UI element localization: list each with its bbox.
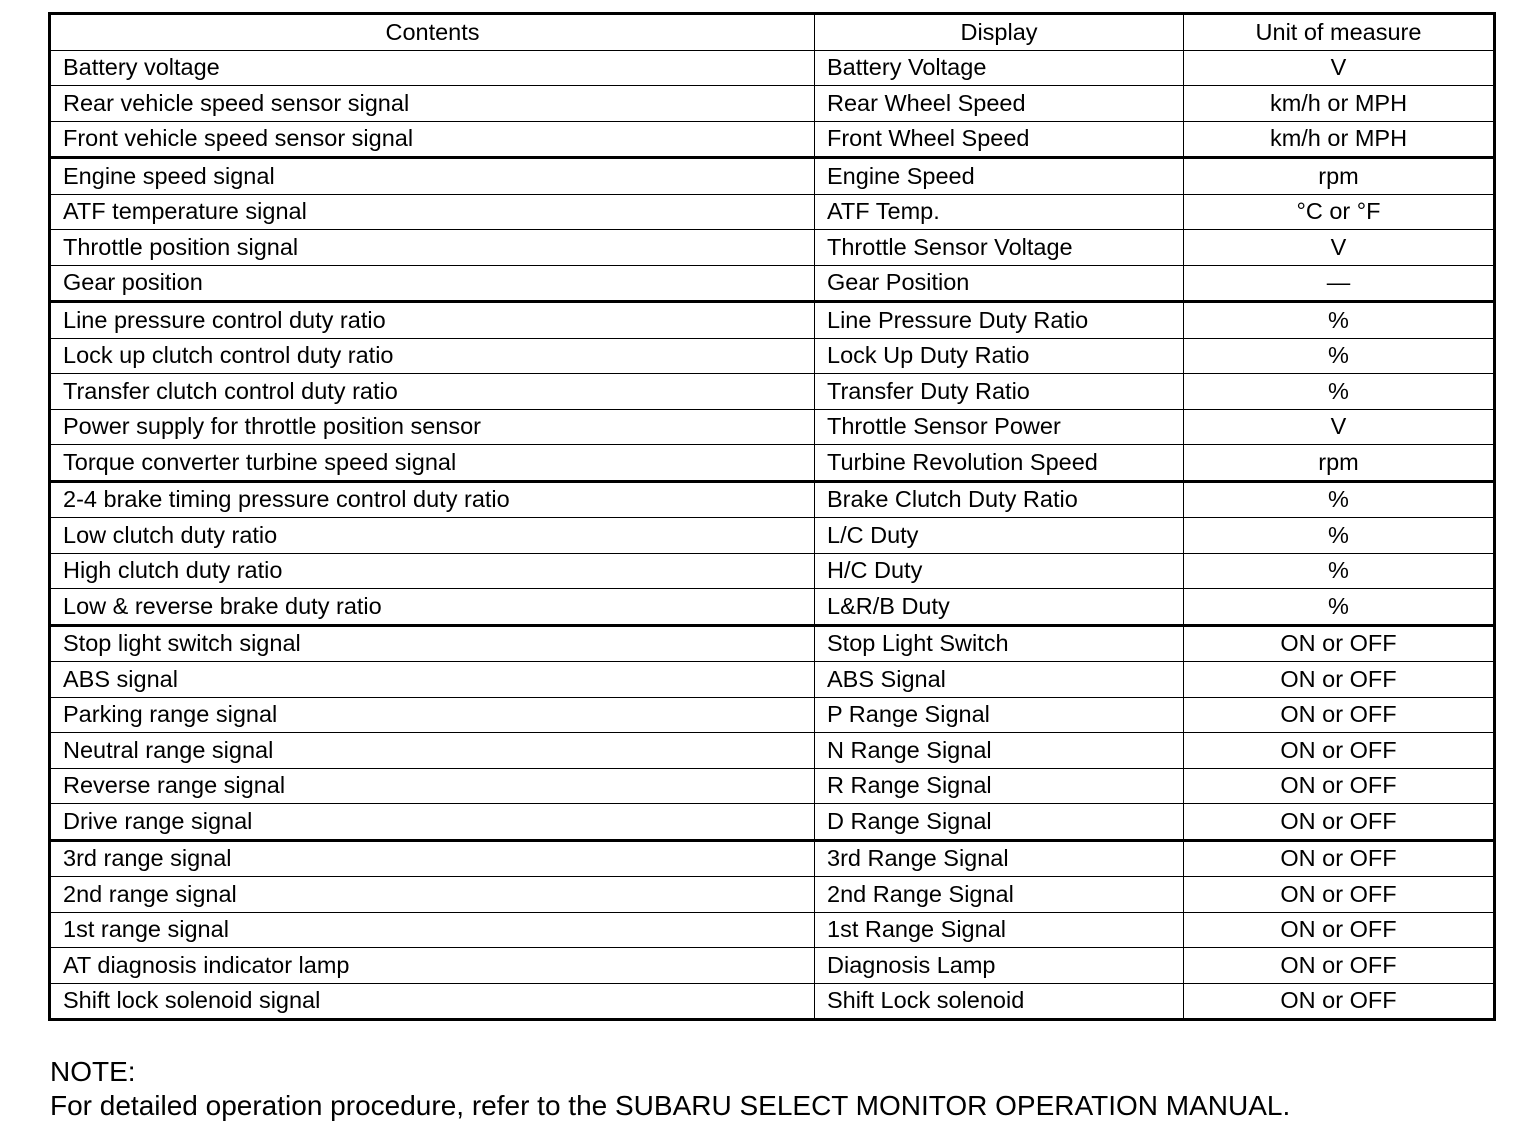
cell-display: Turbine Revolution Speed — [815, 445, 1184, 482]
table-row — [50, 553, 1495, 589]
cell-unit: % — [1184, 553, 1495, 589]
cell-unit: % — [1184, 481, 1495, 518]
cell-display: P Range Signal — [815, 697, 1184, 733]
table-row — [50, 589, 1495, 626]
cell-contents: 1st range signal — [50, 912, 815, 948]
table-row — [50, 662, 1495, 698]
cell-display: Stop Light Switch — [815, 625, 1184, 662]
table-row — [50, 804, 1495, 841]
cell-unit: rpm — [1184, 445, 1495, 482]
cell-unit: ON or OFF — [1184, 697, 1495, 733]
table-row — [50, 768, 1495, 804]
cell-unit: V — [1184, 50, 1495, 86]
table-row — [50, 338, 1495, 374]
table-row — [50, 121, 1495, 158]
cell-unit: rpm — [1184, 158, 1495, 195]
cell-unit: ON or OFF — [1184, 733, 1495, 769]
note-heading: NOTE: — [50, 1056, 136, 1087]
cell-display: ATF Temp. — [815, 194, 1184, 230]
note-text: For detailed operation procedure, refer to the SUBARU SELECT MONITOR OPERATION MANUAL. — [50, 1090, 1291, 1121]
cell-display: Throttle Sensor Voltage — [815, 230, 1184, 266]
cell-display: Diagnosis Lamp — [815, 948, 1184, 984]
cell-contents: Power supply for throttle position sensor — [50, 409, 815, 445]
table-row — [50, 158, 1495, 195]
cell-display: R Range Signal — [815, 768, 1184, 804]
cell-display: Battery Voltage — [815, 50, 1184, 86]
cell-display: Shift Lock solenoid — [815, 983, 1184, 1020]
cell-display: Lock Up Duty Ratio — [815, 338, 1184, 374]
cell-contents: Reverse range signal — [50, 768, 815, 804]
table-row — [50, 697, 1495, 733]
cell-contents: AT diagnosis indicator lamp — [50, 948, 815, 984]
table-row — [50, 374, 1495, 410]
table-row — [50, 409, 1495, 445]
cell-display: ABS Signal — [815, 662, 1184, 698]
table-row — [50, 50, 1495, 86]
table-header-row — [50, 14, 1495, 51]
cell-display: Front Wheel Speed — [815, 121, 1184, 158]
cell-unit: ON or OFF — [1184, 804, 1495, 841]
table-row — [50, 840, 1495, 877]
cell-unit: ON or OFF — [1184, 625, 1495, 662]
cell-unit: — — [1184, 265, 1495, 302]
cell-unit: ON or OFF — [1184, 840, 1495, 877]
cell-display: 3rd Range Signal — [815, 840, 1184, 877]
cell-unit: V — [1184, 230, 1495, 266]
cell-contents: Neutral range signal — [50, 733, 815, 769]
cell-display: L&R/B Duty — [815, 589, 1184, 626]
cell-display: Engine Speed — [815, 158, 1184, 195]
cell-unit: °C or °F — [1184, 194, 1495, 230]
cell-contents: High clutch duty ratio — [50, 553, 815, 589]
table-row — [50, 518, 1495, 554]
cell-display: 1st Range Signal — [815, 912, 1184, 948]
cell-contents: Line pressure control duty ratio — [50, 302, 815, 339]
cell-contents: Battery voltage — [50, 50, 815, 86]
cell-contents: Engine speed signal — [50, 158, 815, 195]
cell-display: H/C Duty — [815, 553, 1184, 589]
cell-unit: ON or OFF — [1184, 983, 1495, 1020]
monitor-items-table — [48, 12, 1496, 1021]
cell-display: 2nd Range Signal — [815, 877, 1184, 913]
cell-display: Brake Clutch Duty Ratio — [815, 481, 1184, 518]
cell-contents: Throttle position signal — [50, 230, 815, 266]
table-row — [50, 912, 1495, 948]
cell-display: Throttle Sensor Power — [815, 409, 1184, 445]
cell-contents: 2nd range signal — [50, 877, 815, 913]
cell-contents: Parking range signal — [50, 697, 815, 733]
cell-unit: ON or OFF — [1184, 912, 1495, 948]
cell-unit: ON or OFF — [1184, 948, 1495, 984]
table-row — [50, 445, 1495, 482]
table-row — [50, 877, 1495, 913]
cell-unit: ON or OFF — [1184, 768, 1495, 804]
cell-unit: km/h or MPH — [1184, 121, 1495, 158]
cell-contents: ABS signal — [50, 662, 815, 698]
header-unit: Unit of measure — [1184, 14, 1495, 51]
header-display: Display — [815, 14, 1184, 51]
cell-contents: Torque converter turbine speed signal — [50, 445, 815, 482]
table-row — [50, 948, 1495, 984]
cell-unit: ON or OFF — [1184, 662, 1495, 698]
cell-unit: % — [1184, 589, 1495, 626]
cell-unit: km/h or MPH — [1184, 86, 1495, 122]
cell-unit: ON or OFF — [1184, 877, 1495, 913]
cell-unit: % — [1184, 338, 1495, 374]
cell-display: Gear Position — [815, 265, 1184, 302]
cell-display: Transfer Duty Ratio — [815, 374, 1184, 410]
cell-contents: Rear vehicle speed sensor signal — [50, 86, 815, 122]
table-row — [50, 194, 1495, 230]
cell-contents: Gear position — [50, 265, 815, 302]
cell-display: L/C Duty — [815, 518, 1184, 554]
table-row — [50, 230, 1495, 266]
cell-contents: Low & reverse brake duty ratio — [50, 589, 815, 626]
cell-contents: Drive range signal — [50, 804, 815, 841]
cell-contents: ATF temperature signal — [50, 194, 815, 230]
cell-display: N Range Signal — [815, 733, 1184, 769]
cell-contents: Stop light switch signal — [50, 625, 815, 662]
cell-display: Rear Wheel Speed — [815, 86, 1184, 122]
header-contents: Contents — [50, 14, 815, 51]
cell-contents: 2-4 brake timing pressure control duty ratio — [50, 481, 815, 518]
cell-unit: V — [1184, 409, 1495, 445]
cell-contents: Low clutch duty ratio — [50, 518, 815, 554]
cell-contents: Front vehicle speed sensor signal — [50, 121, 815, 158]
table-row — [50, 625, 1495, 662]
cell-display: D Range Signal — [815, 804, 1184, 841]
cell-contents: Lock up clutch control duty ratio — [50, 338, 815, 374]
table-body — [50, 50, 1495, 1020]
table-row — [50, 265, 1495, 302]
cell-unit: % — [1184, 518, 1495, 554]
cell-contents: Transfer clutch control duty ratio — [50, 374, 815, 410]
cell-display: Line Pressure Duty Ratio — [815, 302, 1184, 339]
cell-unit: % — [1184, 374, 1495, 410]
table-row — [50, 86, 1495, 122]
table-row — [50, 481, 1495, 518]
table-row — [50, 302, 1495, 339]
cell-contents: Shift lock solenoid signal — [50, 983, 815, 1020]
cell-unit: % — [1184, 302, 1495, 339]
table-row — [50, 983, 1495, 1020]
cell-contents: 3rd range signal — [50, 840, 815, 877]
table-row — [50, 733, 1495, 769]
